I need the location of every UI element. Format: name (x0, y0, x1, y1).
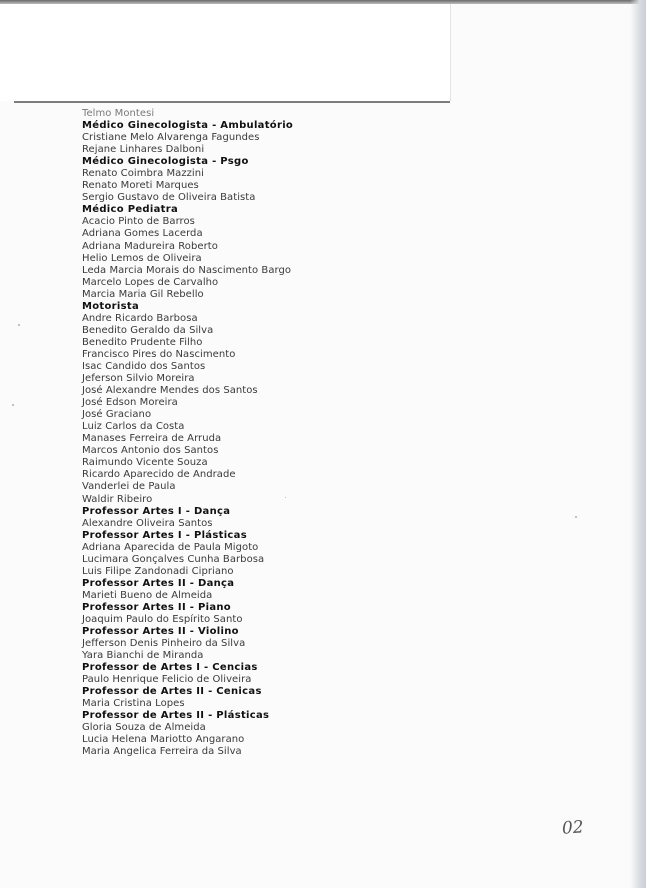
person-name: Jefferson Denis Pinheiro da Silva (82, 638, 246, 650)
section-heading: Professor Artes II - Violino (82, 626, 239, 638)
person-name: Lucimara Gonçalves Cunha Barbosa (82, 553, 265, 565)
section-heading: Médico Ginecologista - Psgo (82, 156, 249, 168)
person-name: Maria Angelica Ferreira da Silva (82, 746, 242, 758)
person-name: Isac Candido dos Santos (82, 360, 206, 372)
scan-speck (285, 497, 286, 498)
person-name: Renato Coimbra Mazzini (82, 168, 204, 180)
section-heading: Professor Artes I - Dança (82, 505, 231, 517)
section-heading: Professor de Artes I - Cencias (82, 662, 258, 674)
person-name: Francisco Pires do Nascimento (82, 348, 236, 360)
person-name: Marcelo Lopes de Carvalho (82, 276, 219, 288)
person-name: Gloria Souza de Almeida (82, 722, 206, 734)
person-name: Alexandre Oliveira Santos (82, 517, 213, 529)
person-name: Helio Lemos de Oliveira (82, 252, 202, 264)
section-heading: Médico Ginecologista - Ambulatório (82, 120, 294, 132)
person-name: Cristiane Melo Alvarenga Fagundes (82, 132, 260, 144)
person-name: Benedito Geraldo da Silva (82, 324, 214, 336)
person-name: Benedito Prudente Filho (82, 336, 203, 348)
person-name: José Edson Moreira (82, 397, 178, 409)
person-name: Rejane Linhares Dalboni (82, 144, 205, 156)
person-name: Luis Filipe Zandonadi Cipriano (82, 565, 234, 577)
section-heading: Professor Artes I - Plásticas (82, 529, 247, 541)
person-name: Lucia Helena Mariotto Angarano (82, 734, 245, 746)
person-name: Waldir Ribeiro (82, 493, 153, 505)
scan-speck (575, 516, 577, 518)
person-name: Raimundo Vicente Souza (82, 457, 208, 469)
page-number: 02 (561, 817, 585, 839)
person-name: José Graciano (82, 409, 152, 421)
person-name: Manases Ferreira de Arruda (82, 433, 222, 445)
person-name: Paulo Henrique Felicio de Oliveira (82, 674, 252, 686)
person-name: Yara Bianchi de Miranda (82, 650, 204, 662)
person-name: Maria Cristina Lopes (82, 698, 185, 710)
staff-list (82, 108, 293, 759)
person-name: José Alexandre Mendes dos Santos (82, 385, 258, 397)
person-name: Acacio Pinto de Barros (82, 216, 195, 228)
person-name: Adriana Gomes Lacerda (82, 228, 203, 240)
section-heading: Professor de Artes II - Plásticas (82, 710, 270, 722)
person-name: Vanderlei de Paula (82, 481, 176, 493)
person-name: Telmo Montesi (82, 108, 155, 119)
person-name: Adriana Madureira Roberto (82, 240, 218, 252)
person-name: Joaquim Paulo do Espírito Santo (82, 613, 243, 625)
section-heading: Professor Artes II - Piano (82, 601, 231, 613)
person-name: Luiz Carlos da Costa (82, 421, 185, 433)
section-heading: Professor de Artes II - Cenicas (82, 686, 262, 698)
person-name: Marcos Antonio dos Santos (82, 445, 219, 457)
person-name: Marieti Bueno de Almeida (82, 589, 213, 601)
person-name: Andre Ricardo Barbosa (82, 312, 198, 324)
overlay-strip-edge-line (14, 101, 450, 103)
person-name: Sergio Gustavo de Oliveira Batista (82, 192, 256, 204)
person-name: Renato Moreti Marques (82, 180, 199, 192)
scan-speck (18, 324, 20, 326)
overlay-paper-strip (0, 4, 451, 101)
scan-speck (12, 404, 14, 406)
person-name: Adriana Aparecida de Paula Migoto (82, 541, 259, 553)
section-heading: Motorista (82, 300, 140, 312)
scan-right-edge (630, 0, 646, 888)
section-heading: Professor Artes II - Dança (82, 577, 235, 589)
section-heading: Médico Pediatra (82, 204, 179, 216)
person-name: Jeferson Silvio Moreira (82, 373, 195, 385)
person-name: Leda Marcia Morais do Nascimento Bargo (82, 264, 292, 276)
person-name: Ricardo Aparecido de Andrade (82, 469, 236, 481)
person-name: Marcia Maria Gil Rebello (82, 288, 204, 300)
